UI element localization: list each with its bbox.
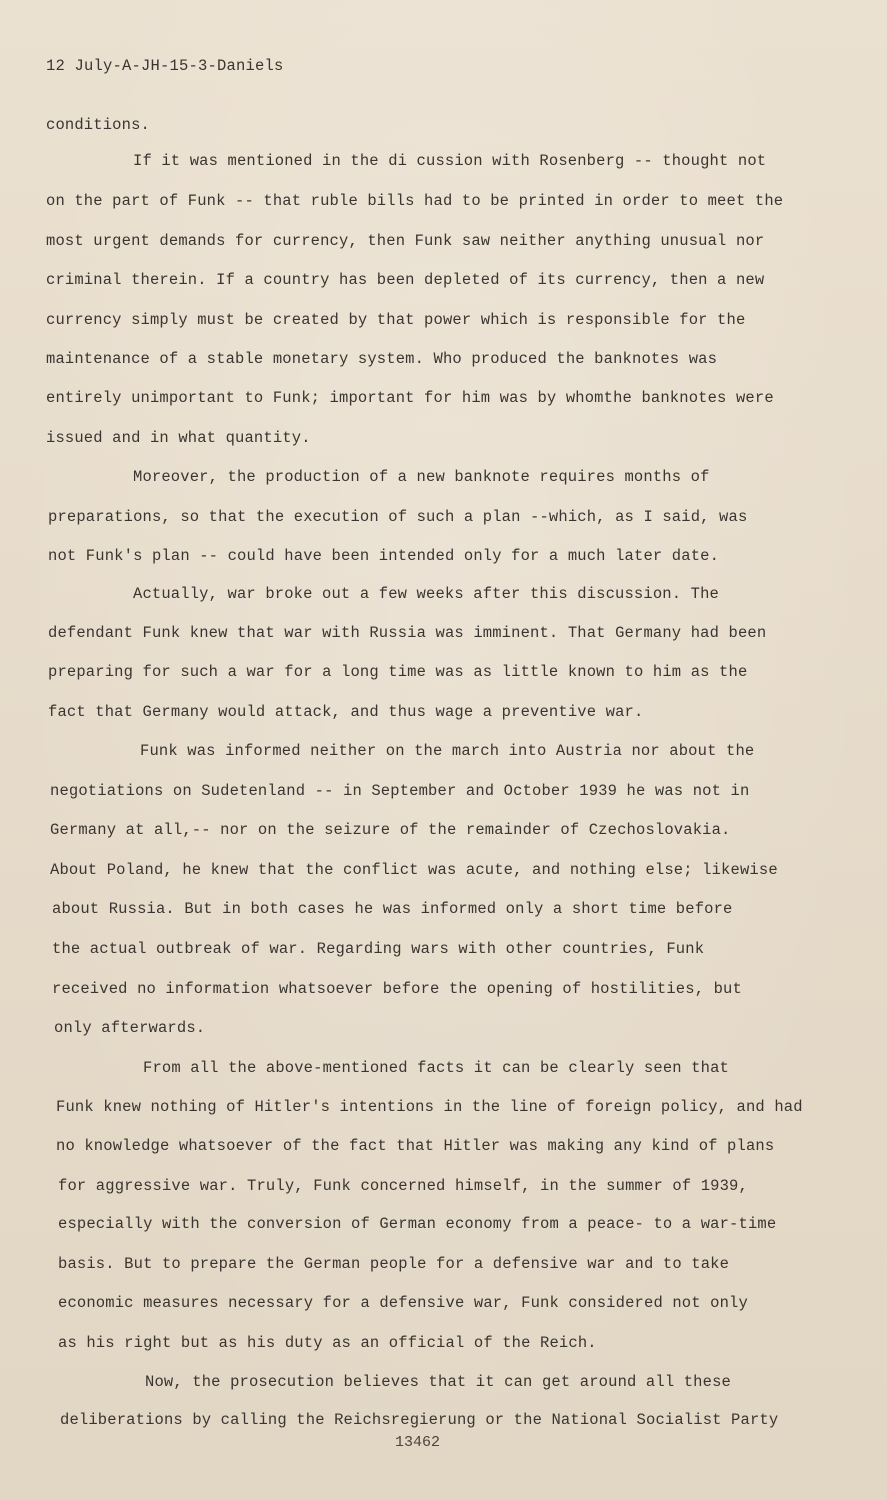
text-line: Moreover, the production of a new banknote requires months of xyxy=(133,468,710,486)
text-line: If it was mentioned in the di cussion with Rosenberg -- thought not xyxy=(133,152,767,170)
text-line: conditions. xyxy=(46,116,150,134)
text-line: Funk knew nothing of Hitler's intentions in the line of foreign policy, and had xyxy=(56,1098,803,1116)
text-line: From all the above-mentioned facts it can be clearly seen that xyxy=(143,1059,729,1077)
page-number: 13462 xyxy=(395,1434,441,1451)
text-line: Germany at all,-- nor on the seizure of the remainder of Czechoslovakia. xyxy=(50,821,731,839)
text-line: basis. But to prepare the German people for a defensive war and to take xyxy=(58,1255,730,1273)
text-line: the actual outbreak of war. Regarding wars with other countries, Funk xyxy=(52,940,705,958)
text-line: deliberations by calling the Reichsregierung or the National Socialist Party xyxy=(60,1411,779,1429)
text-line: for aggressive war. Truly, Funk concerned himself, in the summer of 1939, xyxy=(58,1177,748,1195)
text-line: economic measures necessary for a defensive war, Funk considered not only xyxy=(58,1294,748,1312)
text-line: fact that Germany would attack, and thus wage a preventive war. xyxy=(48,703,644,721)
page-header: 12 July-A-JH-15-3-Daniels xyxy=(46,57,284,75)
text-line: About Poland, he knew that the conflict was acute, and nothing else; likewise xyxy=(50,861,778,879)
text-line: negotiations on Sudetenland -- in September and October 1939 he was not in xyxy=(50,782,750,800)
text-line: preparing for such a war for a long time was as little known to him as the xyxy=(48,663,748,681)
text-line: no knowledge whatsoever of the fact that Hitler was making any kind of plans xyxy=(56,1137,775,1155)
text-line: Now, the prosecution believes that it can get around all these xyxy=(145,1373,731,1391)
text-line: currency simply must be created by that power which is responsible for the xyxy=(46,311,746,329)
text-line: issued and in what quantity. xyxy=(46,429,311,447)
text-line: about Russia. But in both cases he was informed only a short time before xyxy=(52,900,733,918)
text-line: most urgent demands for currency, then Funk saw neither anything unusual nor xyxy=(46,232,765,250)
text-line: defendant Funk knew that war with Russia was imminent. That Germany had been xyxy=(48,624,767,642)
text-line: Funk was informed neither on the march into Austria nor about the xyxy=(140,742,755,760)
text-line: especially with the conversion of German economy from a peace- to a war-time xyxy=(58,1215,777,1233)
text-line: as his right but as his duty as an official of the Reich. xyxy=(58,1334,597,1352)
text-line: maintenance of a stable monetary system. Who produced the banknotes was xyxy=(46,350,718,368)
text-line: received no information whatsoever before the opening of hostilities, but xyxy=(52,980,742,998)
text-line: criminal therein. If a country has been depleted of its currency, then a new xyxy=(46,271,765,289)
text-line: preparations, so that the execution of such a plan --which, as I said, was xyxy=(48,508,748,526)
text-line: only afterwards. xyxy=(54,1019,206,1037)
text-line: Actually, war broke out a few weeks after this discussion. The xyxy=(133,585,719,603)
text-line: not Funk's plan -- could have been intended only for a much later date. xyxy=(48,547,720,565)
text-line: on the part of Funk -- that ruble bills had to be printed in order to meet the xyxy=(46,192,784,210)
text-line: entirely unimportant to Funk; important for him was by whomthe banknotes were xyxy=(46,389,774,407)
